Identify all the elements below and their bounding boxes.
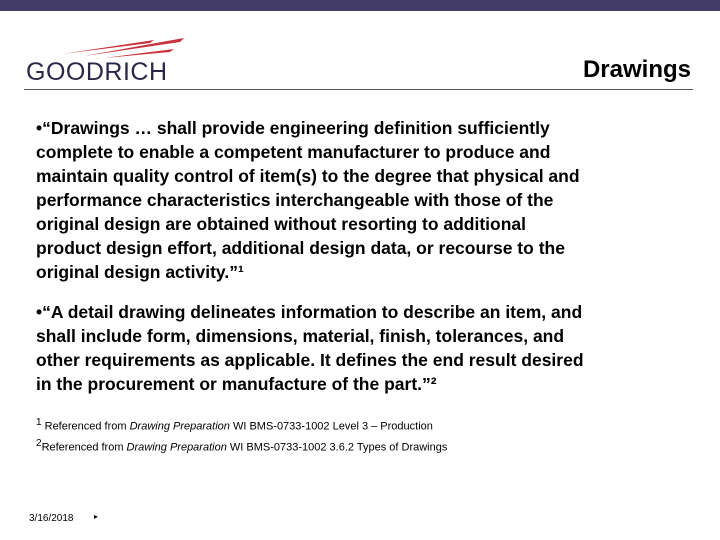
logo-stripes-icon — [24, 36, 194, 60]
text-line: performance characteristics interchangeable with those of the — [36, 190, 554, 210]
text-line: other requirements as applicable. It defines the end result desired — [36, 350, 584, 370]
text-line: original design are obtained without resorting to additional — [36, 214, 527, 234]
footnote-number: 1 — [36, 417, 42, 428]
bullet-2 — [36, 300, 584, 396]
text-line: •“Drawings … shall provide engineering definition sufficiently — [36, 118, 550, 138]
text-line: complete to enable a competent manufacturer to produce and — [36, 142, 551, 162]
slide-title: Drawings — [582, 56, 691, 83]
footer-mark-icon: ▸ — [94, 512, 99, 521]
text-line: maintain quality control of item(s) to the degree that physical and — [36, 166, 580, 186]
text-line: in the procurement or manufacture of the part.”² — [36, 374, 437, 394]
text-line: shall include form, dimensions, material, finish, tolerances, and — [36, 326, 565, 346]
footnote-prefix: Referenced from — [41, 420, 130, 433]
footnote-1 — [36, 417, 433, 433]
text-line: product design effort, additional design data, or recourse to the — [36, 238, 565, 258]
footnote-2 — [36, 438, 447, 454]
text-line: original design activity.”¹ — [36, 262, 244, 282]
footnote-prefix: Referenced from — [41, 441, 127, 454]
footnote-suffix: WI BMS-0733-1002 Level 3 – Production — [229, 420, 433, 433]
logo-text: GOODRICH — [26, 58, 168, 86]
title-divider — [24, 89, 693, 90]
top-banner — [0, 0, 720, 11]
text-line: •“A detail drawing delineates information to describe an item, and — [36, 302, 583, 322]
footnote-doc-title: Drawing Preparation — [129, 420, 230, 433]
footnote-number: 2 — [36, 438, 42, 449]
footnote-doc-title: Drawing Preparation — [126, 441, 227, 454]
footnote-suffix: WI BMS-0733-1002 3.6.2 Types of Drawings — [226, 441, 448, 454]
footer-date: 3/16/2018 — [29, 513, 74, 524]
bullet-1 — [36, 116, 580, 284]
goodrich-logo — [24, 36, 194, 86]
